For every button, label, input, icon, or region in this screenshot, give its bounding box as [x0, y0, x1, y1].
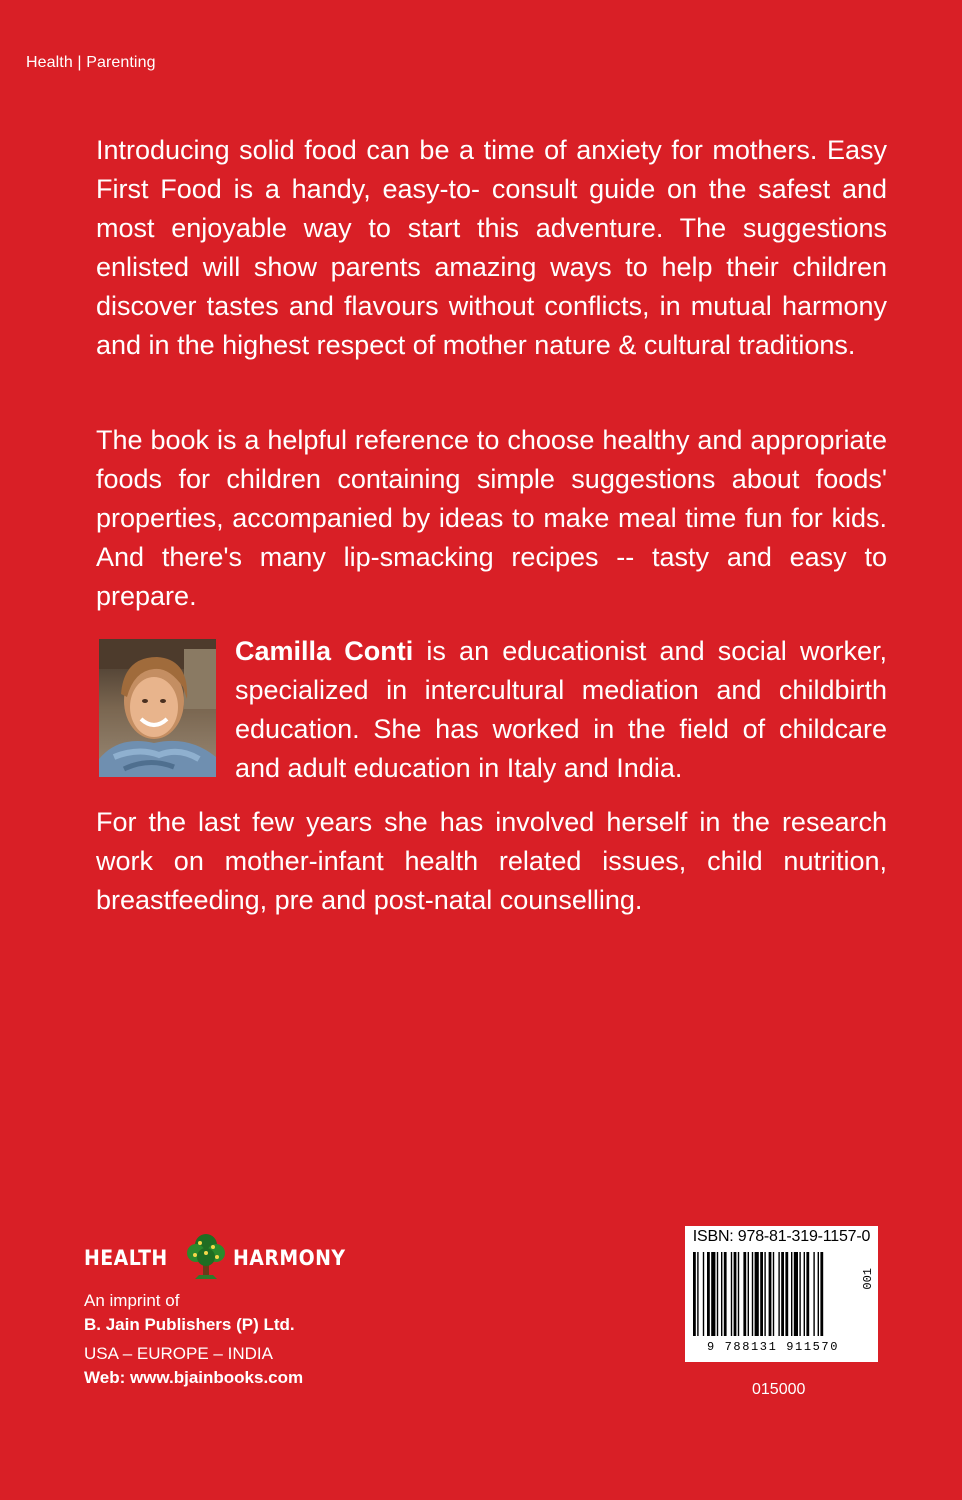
price-code: 015000 — [752, 1381, 806, 1398]
publisher-block — [84, 1232, 384, 1389]
publisher-logo — [84, 1232, 384, 1284]
category-label: Health | Parenting — [26, 54, 156, 71]
barcode — [685, 1226, 878, 1362]
brand-left: HEALTH — [84, 1246, 168, 1270]
barcode-digits: 9 788131 911570 — [707, 1340, 840, 1354]
author-bio-text: is an educationist and social worker, specialized in intercultural mediation and childbirth education. She has worked in the field of childcare and adult education in Italy and India. — [235, 636, 887, 783]
reference-paragraph: The book is a helpful reference to choose healthy and appropriate foods for children containing simple suggestions about foods' properties, accompanied by ideas to make meal time fun for kids. And there's many lip-smacking recipes -- tasty and easy to prepare. — [96, 425, 887, 611]
intro-paragraph: Introducing solid food can be a time of anxiety for mothers. Easy First Food is a handy, easy-to- consult guide on the safest and most enjoyable way to start this adventure. The suggestions enlisted will show parents amazing ways to help their children discover tastes and flavours without conflicts, in mutual harmony and in the highest respect of mother nature & cultural traditions. — [96, 135, 887, 360]
website-text: Web: www.bjainbooks.com — [84, 1368, 304, 1387]
isbn-text: ISBN: 978-81-319-1157-0 — [692, 1228, 871, 1245]
tree-icon — [185, 1231, 227, 1286]
research-paragraph: For the last few years she has involved herself in the research work on mother-infant health related issues, child nutrition, breastfeeding, pre and post-natal counselling. — [96, 807, 887, 915]
regions-text: USA – EUROPE – INDIA — [84, 1344, 273, 1363]
author-bio — [235, 632, 887, 788]
imprint-text: An imprint of — [84, 1291, 180, 1310]
author-photo — [99, 639, 216, 777]
author-name: Camilla Conti — [235, 636, 414, 666]
barcode-bars — [693, 1252, 863, 1340]
brand-right: HARMONY — [232, 1246, 346, 1270]
barcode-addon: 001 — [861, 1268, 875, 1290]
company-name: B. Jain Publishers (P) Ltd. — [84, 1315, 295, 1334]
